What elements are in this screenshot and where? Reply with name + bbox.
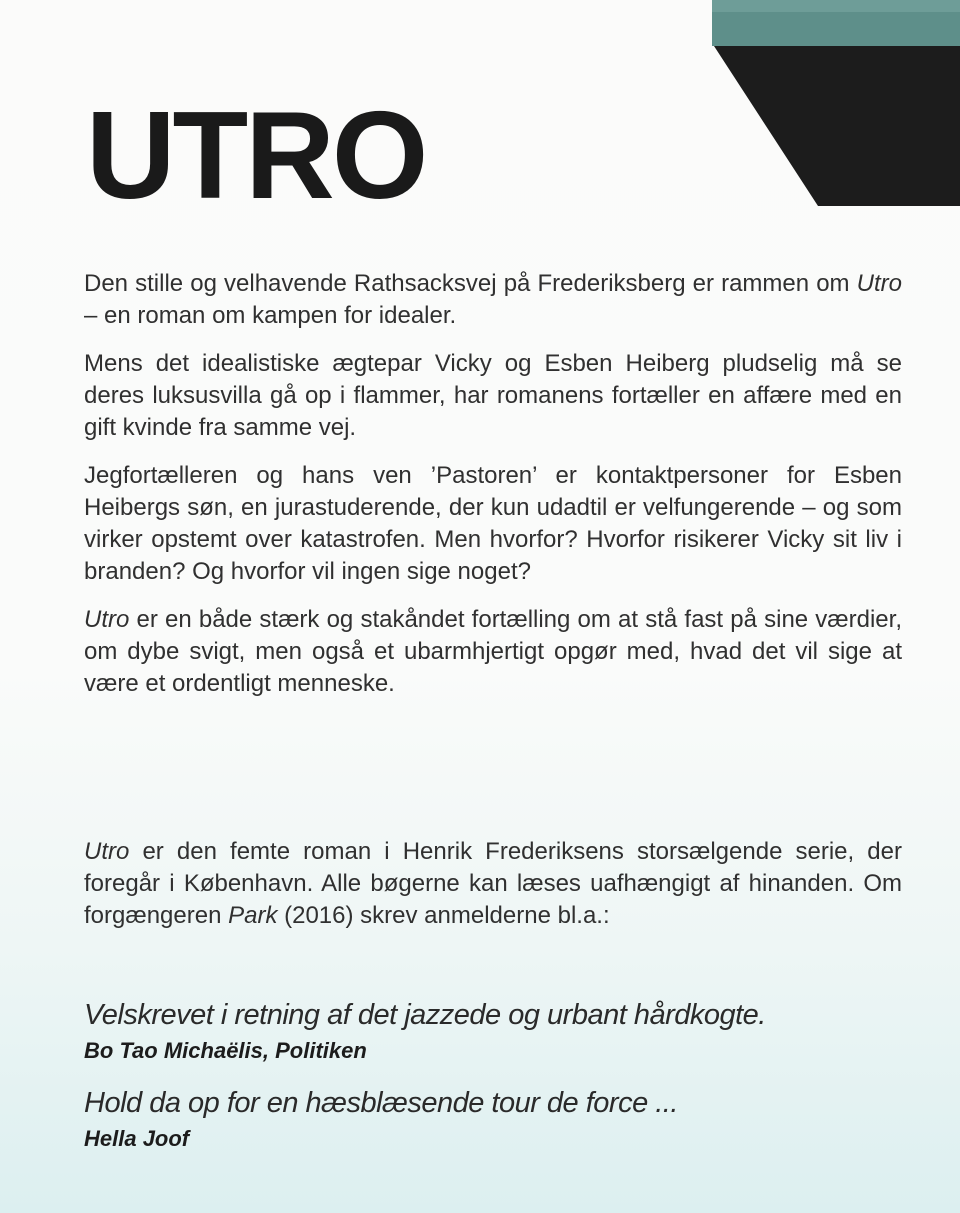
blurb-paragraph-4: Utro er en både stærk og stakåndet fortælling om at stå fast på sine værdier, om dybe svigt, men også et ubarmhjertigt opgør med, hvad det vil sige at være et ordentligt menneske. [84, 606, 902, 697]
review-quote [84, 1084, 914, 1154]
teal-block-highlight [712, 0, 960, 12]
blurb [84, 268, 902, 716]
blurb-paragraph-1: Den stille og velhavende Rathsacksvej på Frederiksberg er rammen om Utro – en roman om kampen for idealer. [84, 270, 902, 329]
previous-book-title: Park [228, 902, 278, 929]
review-quote [84, 996, 914, 1066]
book-title-inline: Utro [84, 838, 130, 865]
quote-source: Hella Joof [84, 1126, 190, 1151]
quote-text: Velskrevet i retning af det jazzede og urbant hårdkogte. [84, 999, 766, 1031]
quote-text: Hold da op for en hæsblæsende tour de force ... [84, 1087, 678, 1119]
review-quotes [84, 996, 914, 1172]
blurb-paragraph-2: Mens det idealistiske ægtepar Vicky og Esben Heiberg pludselig må se deres luksusvilla gå op i flammer, har romanens fortæller en affære med en gift kvinde fra samme vej. [84, 350, 902, 441]
series-note-paragraph: Utro er den femte roman i Henrik Frederiksens storsælgende serie, der foregår i København. Alle bøgerne kan læses uafhængigt af hinanden. Om forgængeren Park (2016) skrev anmelderne bl.a.: [84, 838, 902, 929]
series-note [84, 836, 902, 932]
book-title-inline: Utro [84, 606, 130, 633]
book-title-inline: Utro [856, 270, 902, 297]
book-title: UTRO [86, 87, 426, 225]
quote-source: Bo Tao Michaëlis, Politiken [84, 1038, 367, 1063]
blurb-paragraph-3: Jegfortælleren og hans ven ’Pastoren’ er kontaktpersoner for Esben Heibergs søn, en jurastuderende, der kun udadtil er velfungerende – og som virker opstemt over katastrofen. Men hvorfor? Hvorfor risikerer Vicky sit liv i branden? Og hvorfor vil ingen sige noget? [84, 462, 902, 585]
dark-block [714, 46, 960, 206]
